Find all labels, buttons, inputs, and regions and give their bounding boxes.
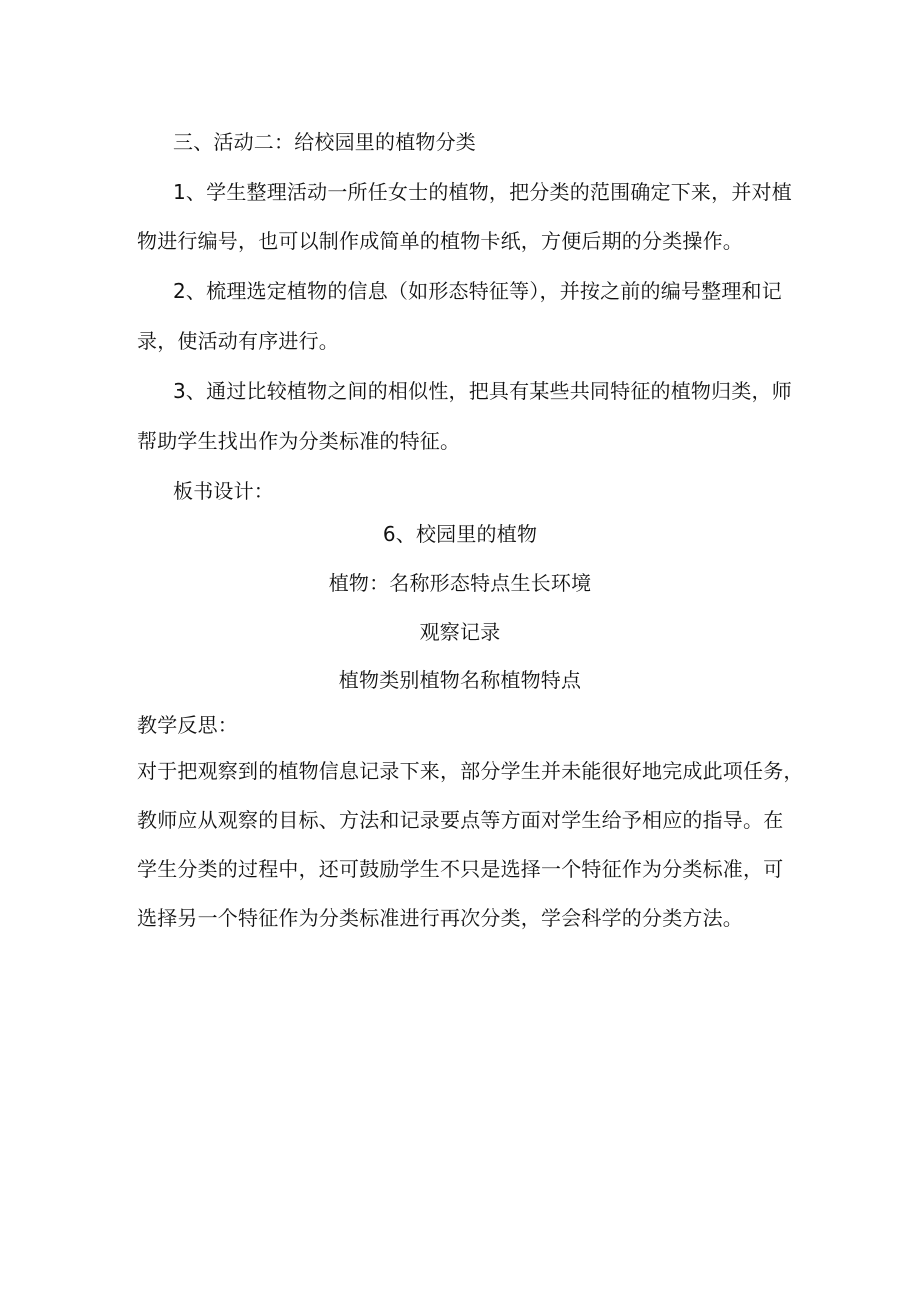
reflection-label: 教学反思： xyxy=(137,713,238,737)
reflection-line-3: 学生分类的过程中，还可鼓励学生不只是选择一个特征作为分类标准，可 xyxy=(137,857,784,881)
item-2-line-2: 录，使活动有序进行。 xyxy=(137,329,339,353)
board-title: 6、校园里的植物 xyxy=(382,522,538,546)
item-2-line-1: 2、梳理选定植物的信息（如形态特征等），并按之前的编号整理和记 xyxy=(173,279,782,303)
item-1-line-2: 物进行编号，也可以制作成简单的植物卡纸，方便后期的分类操作。 xyxy=(137,229,743,253)
section-heading: 三、活动二：给校园里的植物分类 xyxy=(173,130,476,154)
item-3-line-2: 帮助学生找出作为分类标准的特征。 xyxy=(137,429,461,453)
board-line-2: 观察记录 xyxy=(419,620,501,644)
board-line-3: 植物类别植物名称植物特点 xyxy=(338,668,582,692)
reflection-line-4: 选择另一个特征作为分类标准进行再次分类，学会科学的分类方法。 xyxy=(137,906,743,930)
reflection-line-2: 教师应从观察的目标、方法和记录要点等方面对学生给予相应的指导。在 xyxy=(137,808,784,832)
board-line-1: 植物：名称形态特点生长环境 xyxy=(328,571,592,595)
reflection-line-1: 对于把观察到的植物信息记录下来，部分学生并未能很好地完成此项任务， xyxy=(137,759,804,783)
item-3-line-1: 3、通过比较植物之间的相似性，把具有某些共同特征的植物归类，师 xyxy=(173,379,792,403)
item-1-line-1: 1、学生整理活动一所任女士的植物，把分类的范围确定下来，并对植 xyxy=(173,180,792,204)
board-design-label: 板书设计： xyxy=(173,479,274,503)
